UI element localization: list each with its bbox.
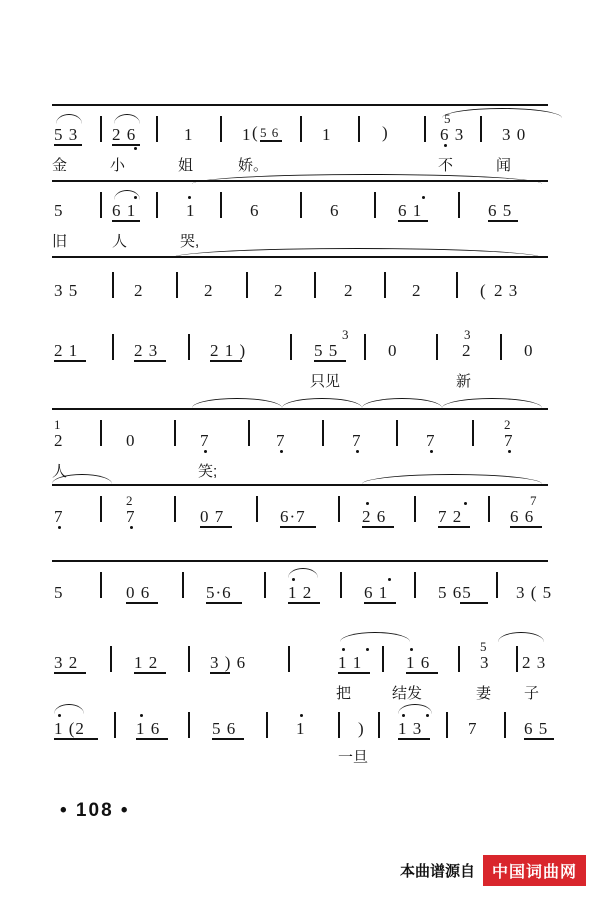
slur [288,568,318,578]
octave-dot [292,578,295,581]
octave-dot [280,450,283,453]
note-group: 6 1 [112,201,137,220]
note-group: 1 2 [134,653,159,672]
barline [424,116,426,142]
note-group: 1 [296,719,306,738]
lyric-syllable: 旧 [52,233,68,250]
accidental-sharp: 5 [444,111,452,126]
barline [364,334,366,360]
score-system [52,256,548,332]
beam [488,220,518,222]
beam [134,672,166,674]
barline [114,712,116,738]
note-group: 1 2 [288,583,313,602]
beam [406,672,438,674]
accidental-flat: 2 [126,493,134,508]
barline [456,272,458,298]
lyric-syllable: 金 [52,157,68,174]
score-system [52,560,553,636]
note-group: 6 5 [524,719,549,738]
beam [338,672,370,674]
beam [212,738,244,740]
phrase-close-paren: ) [358,719,365,738]
barline [100,572,102,598]
barline [374,192,376,218]
beam [54,672,86,674]
barline [290,334,292,360]
barline [504,712,506,738]
page-number: • 108 • [60,800,130,821]
barline [414,572,416,598]
note-group: 1 6 [136,719,161,738]
note-group: 0 7 [200,507,225,526]
barline [188,334,190,360]
octave-dot [422,196,425,199]
note-group: 7 [504,431,514,450]
note-group: 1 6 [406,653,431,672]
note-group: 6 [330,201,340,220]
note-group: 5 [54,583,64,602]
note-group: 6 1 [364,583,389,602]
barline [338,712,340,738]
score-system [52,327,548,408]
octave-dot [134,196,137,199]
lyric-syllable: 娇。 [238,157,269,174]
note-group: 3 5 [54,281,79,300]
barline [188,646,190,672]
note-group: 7 [200,431,210,450]
lyric-syllable: 闻 [496,157,512,174]
octave-dot [410,648,413,651]
accidental-flat: 2 [504,417,512,432]
note-group: 5 65 [438,583,472,602]
note-group: 2 1 ) [210,341,247,360]
accidental-flat: 1 [54,417,62,432]
watermark [400,855,586,886]
note-group: 0 [524,341,534,360]
lyric-syllable: 人 [112,233,128,250]
octave-dot [444,144,447,147]
note-group: 5 6 [212,719,237,738]
note-group: 0 [126,431,136,450]
note-group: 3 ( 5 [516,583,553,602]
octave-dot [134,147,137,150]
note-group: 3 ) 6 [210,653,247,672]
beam [314,360,346,362]
accidental-sharp: 3 [464,327,472,342]
note-group: 2 [462,341,472,360]
beam [200,526,232,528]
note-group: 2 6 [112,125,137,144]
octave-dot [188,196,191,199]
beam [438,526,470,528]
beam [210,672,230,674]
note-group: 6 6 [510,507,535,526]
note-group: 0 6 [126,583,151,602]
note-group: 7 [126,507,136,526]
lyric-syllable: 姐 [178,157,194,174]
barline [248,420,250,446]
barline [176,272,178,298]
beam [398,738,430,740]
watermark-prefix: 本曲谱源自 [399,863,475,880]
barline [100,420,102,446]
note-group: 2 3 [494,281,519,300]
beam [206,602,242,604]
octave-dot [58,526,61,529]
barline [174,420,176,446]
lyric-syllable: 结发 [392,685,423,702]
barline [340,572,342,598]
note-group: 2 3 [134,341,159,360]
note-group: 6 3 [440,125,465,144]
beam [362,526,394,528]
barline [264,572,266,598]
barline [314,272,316,298]
note-group: 1 3 [398,719,423,738]
lyric-syllable: 新 [456,373,472,390]
barline [156,192,158,218]
octave-dot [140,714,143,717]
beam [126,602,158,604]
barline [110,646,112,672]
score-body [52,104,553,772]
beam [54,144,82,146]
score-system [52,104,548,180]
note-group: 2 [274,281,284,300]
barline [300,192,302,218]
barline [472,420,474,446]
beam [136,738,168,740]
barline [436,334,438,360]
note-group: 2 1 [54,341,79,360]
score-system [52,484,548,560]
phrase-open-paren: ( [480,281,487,300]
barline [480,116,482,142]
barline [266,712,268,738]
beam [210,360,242,362]
note-group: 7 [352,431,362,450]
lyric-syllable: 笑; [198,463,218,480]
beam [398,220,428,222]
barline [384,272,386,298]
note-group: 1 [186,201,196,220]
barline [182,572,184,598]
slur [56,114,82,124]
barline [488,496,490,522]
accidental-sharp: 5 [480,639,488,654]
beam [112,144,140,146]
barline [396,420,398,446]
barline [288,646,290,672]
beam [112,220,140,222]
lyric-syllable: 把 [336,685,352,702]
note-group: 1 (2 [54,719,85,738]
note-group: 6 [250,201,260,220]
beam [260,140,282,142]
octave-dot [366,502,369,505]
barline [414,496,416,522]
note-group: 5·6 [206,583,232,602]
barline [458,646,460,672]
note-group: 2 [412,281,422,300]
beam [54,360,86,362]
note-group: 7 [54,507,64,526]
note-group: 6·7 [280,507,306,526]
phrase-open-paren: ( [252,123,259,142]
note-group: 2 [344,281,354,300]
note-group: 1 [322,125,332,144]
octave-dot [464,502,467,505]
lyric-syllable: 妻 [476,685,492,702]
note-group: 7 [426,431,436,450]
lyric-syllable: 只见 [310,373,341,390]
barline [500,334,502,360]
barline [358,116,360,142]
note-group: 2 [134,281,144,300]
beam [280,526,316,528]
note-group: 5 6 [260,125,280,140]
phrase-close-paren: ) [382,123,389,142]
note-group: 1 [242,125,252,144]
barline [322,420,324,446]
octave-dot [356,450,359,453]
note-group: 3 [480,653,490,672]
note-group: 2 [204,281,214,300]
slur [442,108,562,118]
barline [300,116,302,142]
lyric-syllable: 一旦 [338,749,369,766]
octave-dot [388,578,391,581]
note-group: 5 5 [314,341,339,360]
note-group: 3 2 [54,653,79,672]
octave-dot [204,450,207,453]
barline [112,272,114,298]
barline [112,334,114,360]
lyric-syllable: 子 [524,685,540,702]
barline [256,496,258,522]
beam [288,602,320,604]
barline [100,496,102,522]
barline [220,116,222,142]
octave-dot [342,648,345,651]
note-group: 1 1 [338,653,363,672]
beam [510,526,542,528]
barline [458,192,460,218]
note-group: 7 [276,431,286,450]
barline [496,572,498,598]
score-system [52,636,548,710]
beam [460,602,488,604]
note-group: 0 [388,341,398,360]
octave-dot [402,714,405,717]
accidental-sharp: 3 [342,327,350,342]
score-system [52,710,548,772]
barline [382,646,384,672]
note-group: 2 [54,431,64,450]
note-group: 5 [54,201,64,220]
octave-dot [130,526,133,529]
note-group: 6 5 [488,201,513,220]
note-group: 7 [468,719,478,738]
lyric-syllable: 哭, [180,233,200,250]
accidental-flat: 7 [530,493,538,508]
beam [524,738,554,740]
slur [114,114,140,124]
octave-dot [300,714,303,717]
score-system [52,408,548,484]
lyric-syllable: 不 [438,157,454,174]
octave-dot [58,714,61,717]
score-system [52,180,548,256]
beam [134,360,166,362]
note-group: 3 0 [502,125,527,144]
octave-dot [426,714,429,717]
beam [54,738,98,740]
barline [516,646,518,672]
barline [446,712,448,738]
octave-dot [430,450,433,453]
barline [188,712,190,738]
octave-dot [508,450,511,453]
barline [156,116,158,142]
note-group: 1 [184,125,194,144]
watermark-site-badge: 中国词曲网 [483,855,586,886]
barline [100,192,102,218]
barline [338,496,340,522]
note-group: 6 1 [398,201,423,220]
lyric-syllable: 人 [52,463,68,480]
barline [378,712,380,738]
note-group: 5 3 [54,125,79,144]
barline [246,272,248,298]
note-group: 2 6 [362,507,387,526]
lyric-syllable: 小 [110,157,126,174]
octave-dot [366,648,369,651]
note-group: 2 3 [522,653,547,672]
beam [364,602,396,604]
barline [220,192,222,218]
barline [100,116,102,142]
note-group: 7 2 [438,507,463,526]
barline [174,496,176,522]
